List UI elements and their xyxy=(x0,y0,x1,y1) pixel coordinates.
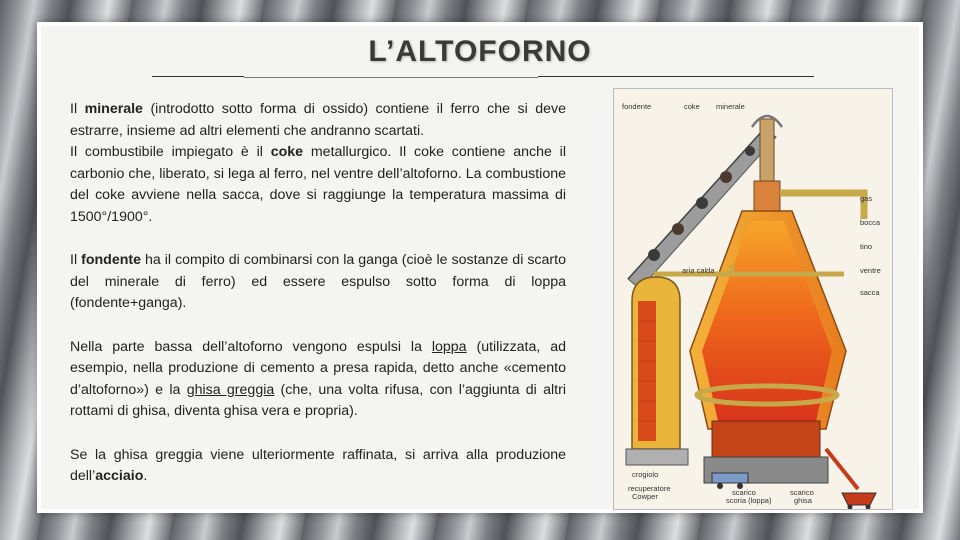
text-run: metallurgico. Il coke contiene anche il carbonio che, liberato, si lega al ferro, nel ventre dell’altoforno. La combustione del coke avviene nella sacca, dove si raggiunge la temperatura massima di 1500°/1900°. xyxy=(70,144,566,225)
keyword-minerale: minerale xyxy=(84,101,143,117)
label-tino: tino xyxy=(860,242,873,251)
paragraph-acciaio xyxy=(70,445,566,488)
label-recuperatore: recuperatore xyxy=(628,484,671,493)
label-gas: gas xyxy=(860,194,873,203)
blast-furnace-diagram xyxy=(614,89,892,509)
paragraph-fondente xyxy=(70,250,566,315)
pig-iron-cart xyxy=(826,449,876,509)
title-underline-left xyxy=(152,76,244,77)
slag-cart xyxy=(712,473,748,489)
text-run: Il xyxy=(70,252,82,268)
label-coke: coke xyxy=(684,102,700,111)
text-run: . xyxy=(143,468,148,484)
label-cowper: Cowper xyxy=(632,492,658,501)
text-run: (introdotto sotto forma di ossido) contiene il ferro che si deve estrarre, insieme ad altri elementi che andranno scartati. xyxy=(70,101,566,139)
keyword-acciaio: acciaio xyxy=(95,468,144,484)
label-scoria-loppa: scoria (loppa) xyxy=(726,496,772,505)
label-minerale: minerale xyxy=(716,102,745,111)
blast-furnace-figure xyxy=(613,88,893,510)
title-underline-right xyxy=(538,76,814,77)
keyword-ghisa-greggia: ghisa greggia xyxy=(186,381,275,398)
slide-content xyxy=(41,26,919,509)
label-scarico-ghisa: scarico xyxy=(790,488,814,497)
furnace-top xyxy=(752,116,782,211)
text-run: ha il compito di combinarsi con la ganga (cioè le sostanze di scarto del minerale di ferro) ed essere espulso sotto forma di loppa (fondente+ganga). xyxy=(70,252,566,311)
text-run: Se la ghisa greggia viene ulteriormente raffinata, si arriva alla produzione dell’ xyxy=(70,446,566,484)
label-ghisa: ghisa xyxy=(794,496,812,505)
label-aria-calda: aria calda xyxy=(682,266,715,275)
furnace-body xyxy=(690,211,846,483)
text-run: (che, una volta rifusa, con l’aggiunta di altri rottami di ghisa, diventa ghisa vera e propria). xyxy=(70,381,566,419)
label-fondente: fondente xyxy=(622,102,652,111)
keyword-loppa: loppa xyxy=(431,338,467,355)
keyword-fondente: fondente xyxy=(81,252,141,268)
paragraph-minerale xyxy=(70,99,566,142)
text-run: Il xyxy=(70,101,85,117)
paragraph-coke xyxy=(70,142,566,228)
cowper-stove xyxy=(626,277,688,465)
text-run: (utilizzata, ad esempio, nella produzione di cemento a presa rapida, detto anche «cemento d’altoforno») e la xyxy=(70,338,567,398)
label-crogiolo: crogiolo xyxy=(632,470,659,479)
text-run: Nella parte bassa dell’altoforno vengono espulsi la xyxy=(70,338,432,355)
slide xyxy=(37,22,923,513)
paragraph-loppa-ghisa xyxy=(70,337,566,423)
label-sacca: sacca xyxy=(860,288,880,297)
keyword-coke: coke xyxy=(270,144,304,160)
label-scarico-scoria: scarico xyxy=(732,488,756,497)
label-ventre: ventre xyxy=(860,266,881,275)
page-title: L’ALTOFORNO xyxy=(368,35,592,68)
text-run: Il combustibile impiegato è il xyxy=(70,144,271,160)
title-underline-mid xyxy=(244,77,538,78)
body-text xyxy=(70,99,566,510)
label-bocca: bocca xyxy=(860,218,881,227)
